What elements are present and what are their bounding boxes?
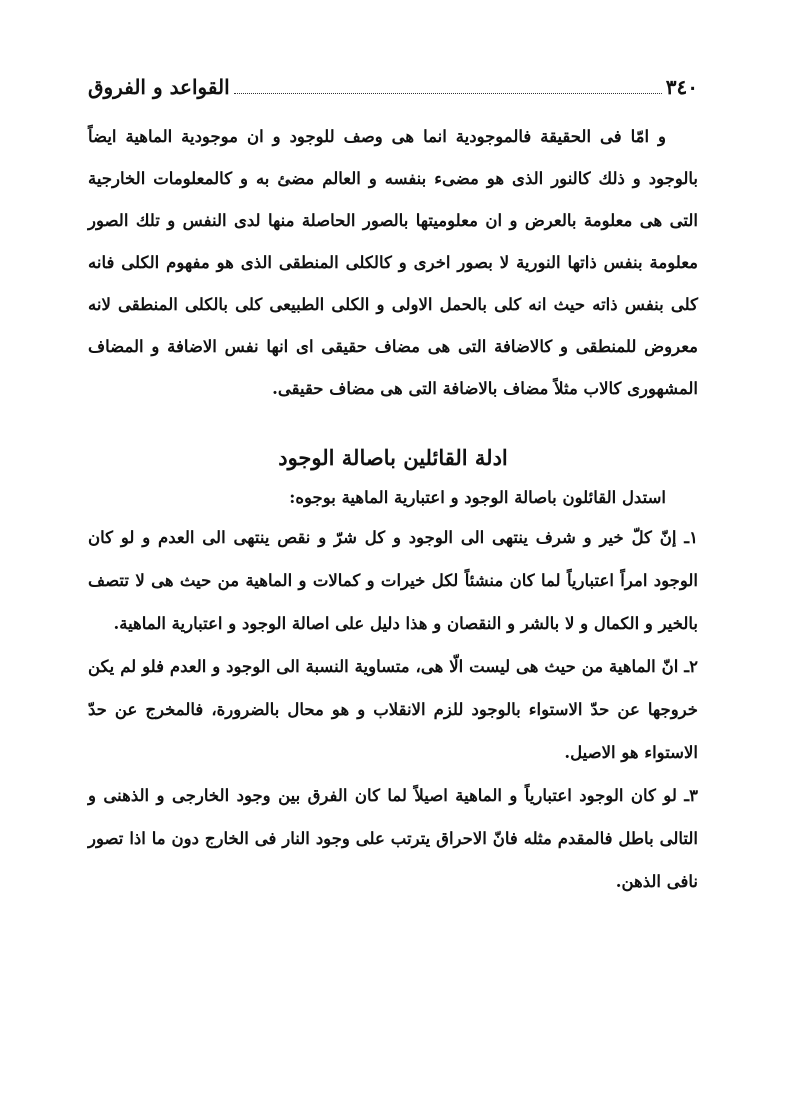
page-body (88, 116, 698, 903)
page-number: ٣٤٠ (665, 75, 698, 99)
section-heading: ادلة القائلين باصالة الوجود (278, 445, 508, 470)
page-header (88, 66, 698, 102)
header-dotted-leader (234, 92, 662, 94)
intro-paragraph: و امّا فى الحقيقة فالموجودية انما هى وصف للوجود و ان موجودية الماهية ايضاً بالوجود و ذلك كالنور الذى هو مضىء بنفسه و العالم مضئ به و كالمعلومات الخارجية التى هى معلومة بالعرض و ان معلوميتها بالصور الحاصلة منها لدى النفس و تلك الصور معلومة بنفس ذاتها النورية لا بصور اخرى و كالكلى المنطقى الذى هو مفهوم الكلى فانه كلى بنفس ذاته حيث انه كلى بالحمل الاولى و الكلى الطبيعى كلى بالكلى المنطقى لانه معروض للمنطقى و كالاضافة التى هى مضاف حقيقى اى انها نفس الاضافة و المضاف المشهورى كالاب مثلاً مضاف بالاضافة التى هى مضاف حقيقى. (88, 127, 698, 398)
argument-item-3: ٣ـ لو كان الوجود اعتبارياً و الماهية اصيلاً لما كان الفرق بين وجود الخارجى و الذهنى و التالى باطل فالمقدم مثله فانّ الاحراق يترتب على وجود النار فى الخارج دون ما اذا تصور نافى الذهن. (88, 786, 698, 891)
argument-item-2: ٢ـ انّ الماهية من حيث هى ليست الّا هى، متساوية النسبة الى الوجود و العدم فلو لم يكن خروجها عن حدّ الاستواء بالوجود للزم الانقلاب و هو محال بالضرورة، فالمخرج عن حدّ الاستواء هو الاصيل. (88, 657, 698, 762)
section-lead: استدل القائلون باصالة الوجود و اعتبارية الماهية بوجوه: (289, 488, 666, 507)
argument-item-1: ١ـ إنّ كلّ خير و شرف ينتهى الى الوجود و كل شرّ و نقص ينتهى الى العدم و لو كان الوجود امراً اعتبارياً لما كان منشئاً لكل خيرات و كمالات و الماهية من حيث هى لا تتصف بالخير و الكمال و لا بالشر و النقصان و هذا دليل على اصالة الوجود و اعتبارية الماهية. (88, 528, 698, 633)
running-title: القواعد و الفروق (88, 75, 230, 99)
book-page (88, 0, 698, 1104)
